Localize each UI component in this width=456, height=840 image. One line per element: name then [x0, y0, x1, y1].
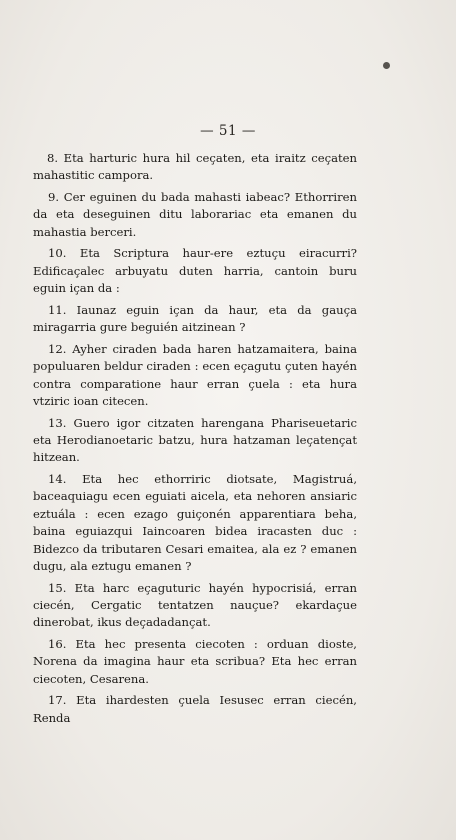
verse-12: 12. Ayher ciraden bada haren hatzamaitera, baina populuaren beldur ciraden : ecen eçagutu çuten hayén contra comparatione haur erran çuela : eta hura vtziric ioan citecen. — [33, 341, 357, 409]
text-block — [33, 150, 357, 731]
verse-16: 16. Eta hec presenta ciecoten : orduan dioste, Norena da imagina haur eta scribua? Eta hec erran ciecoten, Cesarena. — [33, 637, 357, 686]
verse-10: 10. Eta Scriptura haur-ere eztuçu eiracurri? Edificaçalec arbuyatu duten harria, cantoin buru eguin içan da : — [33, 246, 357, 296]
verse-9: 9. Cer eguinen du bada mahasti iabeac? Ethorriren da eta deseguinen ditu laborariac eta emanen du mahastia berceri. — [33, 190, 357, 239]
verse-14: 14. Eta hec ethorriric diotsate, Magistruá, baceaquiagu ecen eguiati aicela, eta nehoren ansiaric eztuála : ecen ezago guiçonén apparentiara beha, baina eguiazqui Iaincoaren bidea iracasten duc : Bidezco da tributaren Cesari emaitea, ala ez ? emanen dugu, ala eztugu emanen ? — [33, 472, 357, 574]
verse-17: 17. Eta ihardesten çuela Iesusec erran ciecén, Renda — [33, 693, 357, 725]
verse-15: 15. Eta harc eçaguturic hayén hypocrisiá, erran ciecén, Cergatic tentatzen nauçue? ekardaçue dinerobat, ikus deçadadançat. — [33, 580, 357, 630]
page-number: — 51 — — [200, 123, 256, 139]
verse-11: 11. Iaunaz eguin içan da haur, eta da gauça miragarria gure beguién aitzinean ? — [33, 302, 357, 335]
verse-13: 13. Guero igor citzaten harengana Phariseuetaric eta Herodianoetaric batzu, hura hatzaman leçatençat hitzean. — [33, 415, 357, 465]
verse-8: 8. Eta harturic hura hil ceçaten, eta iraitz ceçaten mahastitic campora. — [33, 151, 357, 183]
ink-spot — [383, 62, 390, 69]
